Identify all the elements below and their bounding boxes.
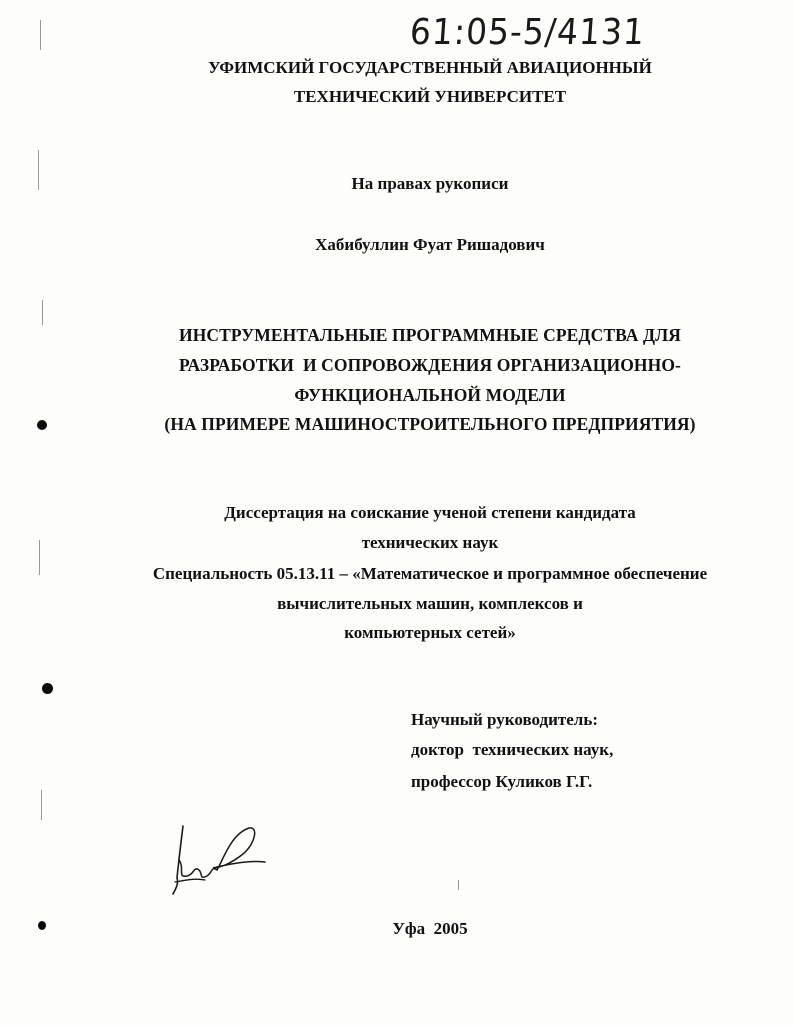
university-name-line-2: ТЕХНИЧЕСКИЙ УНИВЕРСИТЕТ xyxy=(293,87,567,106)
description-line-1: Диссертация на соискание ученой степени кандидата xyxy=(224,503,636,522)
supervisor-line-3: профессор Куликов Г.Г. xyxy=(411,772,593,791)
description-line-5: компьютерных сетей» xyxy=(344,623,516,642)
scan-speck xyxy=(39,540,40,575)
manuscript-note: На правах рукописи xyxy=(351,174,509,193)
punch-hole-dot xyxy=(42,683,53,694)
signature xyxy=(165,820,270,900)
city-year: Уфа 2005 xyxy=(392,919,468,938)
scan-speck xyxy=(41,790,42,820)
dissertation-title-line-4: (НА ПРИМЕРЕ МАШИНОСТРОИТЕЛЬНОГО ПРЕДПРИЯТИЯ) xyxy=(164,414,696,434)
description-line-3: Специальность 05.13.11 – «Математическое и программное обеспечение xyxy=(152,564,708,583)
dissertation-title-line-3: ФУНКЦИОНАЛЬНОЙ МОДЕЛИ xyxy=(294,385,566,405)
author-name: Хабибуллин Фуат Ришадович xyxy=(315,235,545,254)
supervisor-line-2: доктор технических наук, xyxy=(411,740,614,759)
description-line-2: технических наук xyxy=(361,533,499,552)
supervisor-line-1: Научный руководитель: xyxy=(411,710,598,729)
scan-speck xyxy=(42,300,43,325)
scan-speck xyxy=(458,880,459,890)
scan-speck xyxy=(40,20,41,50)
description-line-4: вычислительных машин, комплексов и xyxy=(277,594,583,613)
punch-hole-dot xyxy=(37,420,47,430)
university-name-line-1: УФИМСКИЙ ГОСУДАРСТВЕННЫЙ АВИАЦИОННЫЙ xyxy=(208,58,652,77)
dissertation-title-line-1: ИНСТРУМЕНТАЛЬНЫЕ ПРОГРАММНЫЕ СРЕДСТВА ДЛЯ xyxy=(179,325,681,345)
scan-speck xyxy=(38,150,39,190)
punch-hole-dot xyxy=(38,921,46,930)
handwritten-catalog-number: 61:05-5/4131 xyxy=(408,10,647,53)
dissertation-title-line-2: РАЗРАБОТКИ И СОПРОВОЖДЕНИЯ ОРГАНИЗАЦИОННО- xyxy=(179,355,681,375)
